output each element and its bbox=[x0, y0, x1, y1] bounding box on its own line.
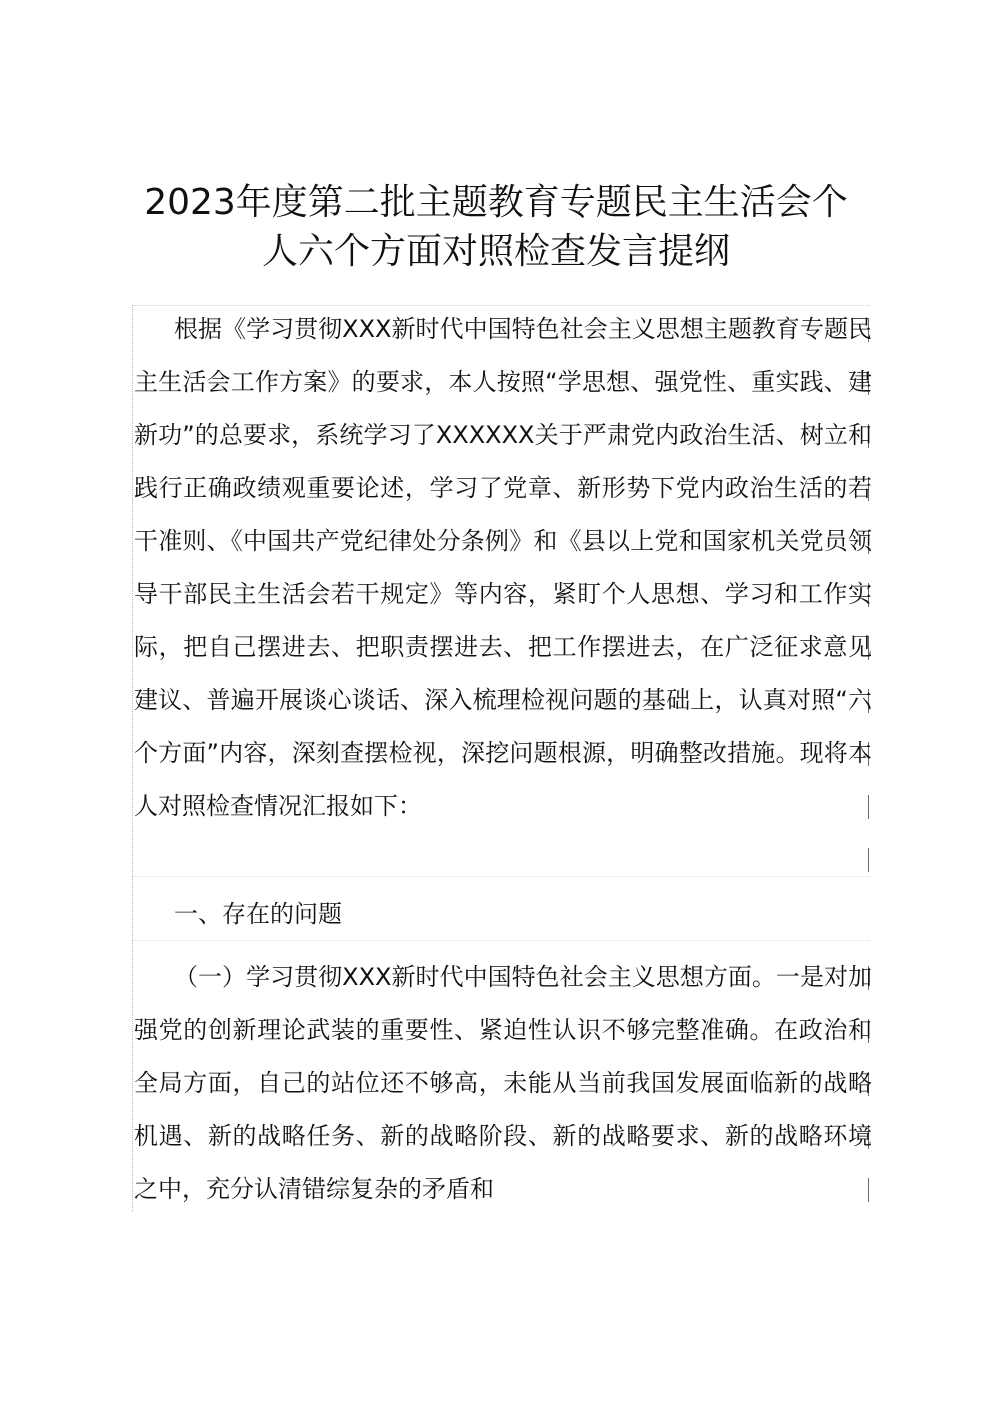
line-end-mark bbox=[868, 848, 869, 872]
title-line-2: 人六个方面对照检查发言提纲 bbox=[261, 231, 730, 272]
section-paragraph: （一）学习贯彻XXX新时代中国特色社会主义思想方面。一是对加强党的创新理论武装的重要性、紧迫性认识不够完整准确。在政治和全局方面，自己的站位还不够高，未能从当前我国发展面临新的战略机遇、新的战略任务、新的战略阶段、新的战略要求、新的战略环境之中，充分认清错综复杂的矛盾和 bbox=[134, 963, 872, 1203]
title-line-1: 2023年度第二批主题教育专题民主生活会个 bbox=[144, 182, 848, 223]
section-heading: 一、存在的问题 bbox=[174, 900, 342, 928]
intro-paragraph: 根据《学习贯彻XXX新时代中国特色社会主义思想主题教育专题民主生活会工作方案》的要求，本人按照“学思想、强党性、重实践、建新功”的总要求，系统学习了XXXXXX关于严肃党内政治生活、树立和践行正确政绩观重要论述，学习了党章、新形势下党内政治生活的若干准则、《中国共产党纪律处分条例》和《县以上党和国家机关党员领导干部民主生活会若干规定》等内容，紧盯个人思想、学习和工作实际，把自己摆进去、把职责摆进去、把工作摆进去，在广泛征求意见建议、普遍开展谈心谈话、深入梳理检视问题的基础上，认真对照“六个方面”内容，深刻查摆检视，深挖问题根源，明确整改措施。现将本人对照检查情况汇报如下： bbox=[134, 315, 872, 820]
document-title bbox=[100, 178, 892, 276]
paragraph-divider bbox=[132, 876, 870, 877]
text-frame-left-border bbox=[132, 305, 133, 1212]
